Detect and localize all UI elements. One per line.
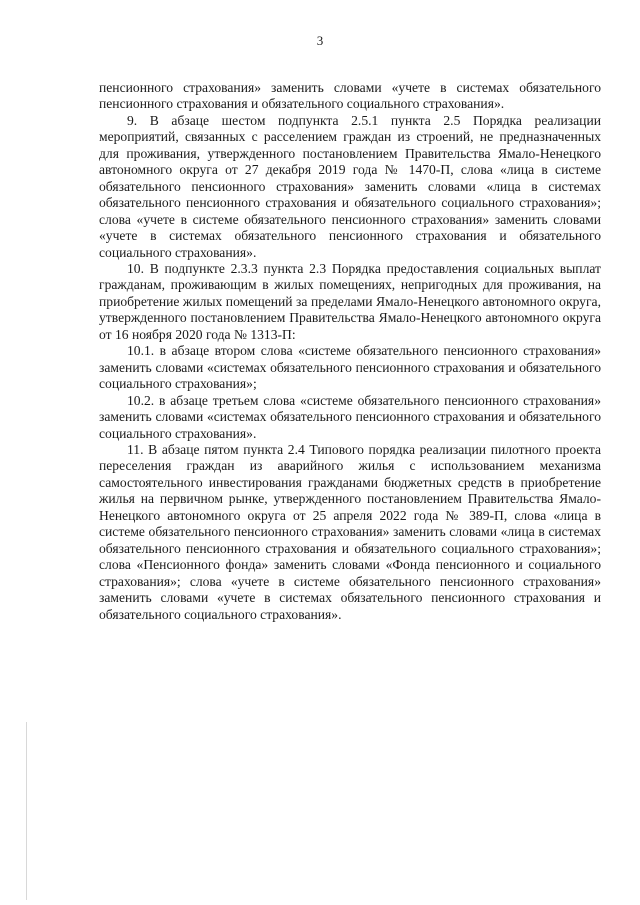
document-body [99, 80, 601, 623]
paragraph-item-10: 10. В подпункте 2.3.3 пункта 2.3 Порядка предоставления социальных выплат гражданам, проживающим в жилых помещениях, непригодных для проживания, на приобретение жилых помещений за пределами Ямало-Ненецкого автономного округа, утвержденного постановлением Правительства Ямало-Ненецкого автономного округа от 16 ноября 2020 года № 1313-П: [99, 260, 601, 342]
paragraph-item-10-1: 10.1. в абзаце втором слова «системе обязательного пенсионного страхования» заменить словами «системах обязательного пенсионного страхования и обязательного социального страхования»; [99, 343, 601, 392]
paragraph-item-10-2: 10.2. в абзаце третьем слова «системе обязательного пенсионного страхования» заменить словами «системах обязательного пенсионного страхования и обязательного социального страхования». [99, 392, 601, 441]
paragraph-item-11: 11. В абзаце пятом пункта 2.4 Типового порядка реализации пилотного проекта переселения граждан из аварийного жилья с использованием механизма самостоятельного инвестирования гражданами бюджетных средств в приобретение жилья на первичном рынке, утвержденного постановлением Правительства Ямало-Ненецкого автономного округа от 25 апреля 2022 года № 389-П, слова «лица в системе обязательного пенсионного страхования» заменить словами «лица в системах обязательного пенсионного страхования и обязательного социального страхования»; слова «Пенсионного фонда» заменить словами «Фонда пенсионного и социального страхования»; слова «учете в системе обязательного пенсионного страхования» заменить словами «учете в системах обязательного пенсионного страхования и обязательного социального страхования». [99, 441, 601, 622]
page-number: 3 [316, 33, 324, 48]
scan-edge-line [26, 722, 27, 900]
paragraph-continuation: пенсионного страхования» заменить словами «учете в системах обязательного пенсионного страхования и обязательного социального страхования». [99, 80, 601, 112]
paragraph-item-9: 9. В абзаце шестом подпункта 2.5.1 пункта 2.5 Порядка реализации мероприятий, связанных с расселением граждан из строений, не предназначенных для проживания, утвержденного постановлением Правительства Ямало-Ненецкого автономного округа от 27 декабря 2019 года № 1470-П, слова «лица в системе обязательного пенсионного страхования» заменить словами «лица в системах обязательного пенсионного страхования и обязательного социального страхования»; слова «учете в системе обязательного пенсионного страхования» заменить словами «учете в системах обязательного пенсионного страхования и обязательного социального страхования». [99, 112, 601, 260]
